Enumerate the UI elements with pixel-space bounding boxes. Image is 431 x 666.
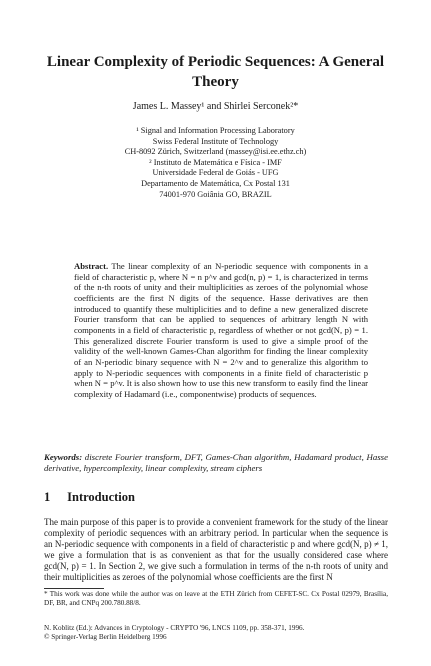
affiliation-line: ¹ Signal and Information Processing Laboratory xyxy=(136,126,295,135)
publication-citation: N. Koblitz (Ed.): Advances in Cryptology - CRYPTO '96, LNCS 1109, pp. 358-371, 1996. xyxy=(44,624,305,632)
affiliation-line: CH-8092 Zürich, Switzerland (massey@isi.ee.ethz.ch) xyxy=(124,147,307,157)
author-line: James L. Massey¹ and Shirlei Serconek²* xyxy=(132,101,299,112)
publication-copyright: © Springer-Verlag Berlin Heidelberg 1996 xyxy=(44,633,167,641)
abstract-label: Abstract. xyxy=(74,261,109,271)
introduction-paragraph: The main purpose of this paper is to provide a convenient framework for the study of the linear complexity of periodic sequences with an arbitrary period. In particular when the sequence is an N-periodic sequence with components in a field of characteristic p and where gcd(N, p) ≠ 1, we give a formulation that is as convenient as that for the usually considered case where gcd(N, p) = 1. In Section 2, we give such a formulation in terms of the n-th roots of unity and their multiplicities as zeroes of the polynomial whose coefficients are the first N xyxy=(44,517,388,583)
footnote-divider xyxy=(44,588,104,589)
section-heading xyxy=(44,489,135,505)
affiliation-line: Universidade Federal de Goiás - UFG xyxy=(152,168,279,178)
paper-title: Linear Complexity of Periodic Sequences: A General Theory xyxy=(46,54,385,90)
affiliation-line: Swiss Federal Institute of Technology xyxy=(152,136,279,146)
section-title: Introduction xyxy=(67,490,135,504)
keywords-label: Keywords: xyxy=(44,452,83,462)
affiliation-block xyxy=(70,126,361,200)
publication-info xyxy=(44,624,388,642)
keywords-text: discrete Fourier transform, DFT, Games-Chan algorithm, Hadamard product, Hasse derivative, hypercomplexity, linear complexity, stream ciphers xyxy=(44,452,388,473)
abstract xyxy=(74,261,368,400)
affiliation-line: Departamento de Matemática, Cx Postal 131 xyxy=(141,178,290,188)
affiliation-line: ² Instituto de Matemática e Física - IMF xyxy=(149,157,282,167)
keywords xyxy=(44,452,388,474)
footnote: * This work was done while the author was on leave at the ETH Zürich from CEFET-SC. Cx Postal 02979, Brasília, DF, BR, and CNPq 200.780.88/8. xyxy=(44,590,388,607)
affiliation-line: 74001-970 Goiânia GO, BRAZIL xyxy=(159,189,272,199)
section-number: 1 xyxy=(44,490,51,504)
abstract-text: The linear complexity of an N-periodic sequence with components in a field of characteristic p, where N = n p^v and gcd(n, p) = 1, is characterized in terms of the n-th roots of unity and their multiplicities as zeroes of the polynomial whose coefficients are the first N digits of the sequence. Hasse derivatives are then introduced to quantify these multiplicities and to define a new generalized discrete Fourier transform that can be applied to sequences of arbitrary length N with components in a field of characteristic p, regardless of whether or not gcd(N, p) = 1. This generalized discrete Fourier transform is used to give a simple proof of the validity of the well-known Games-Chan algorithm for finding the linear complexity of an N-periodic binary sequence with N = 2^v and to generalize this algorithm to apply to N-periodic sequences with components in a finite field of characteristic p when N = p^v. It is also shown how to use this new transform to easily find the linear complexity of Hadamard (i.e., componentwise) products of sequences. xyxy=(74,261,368,399)
